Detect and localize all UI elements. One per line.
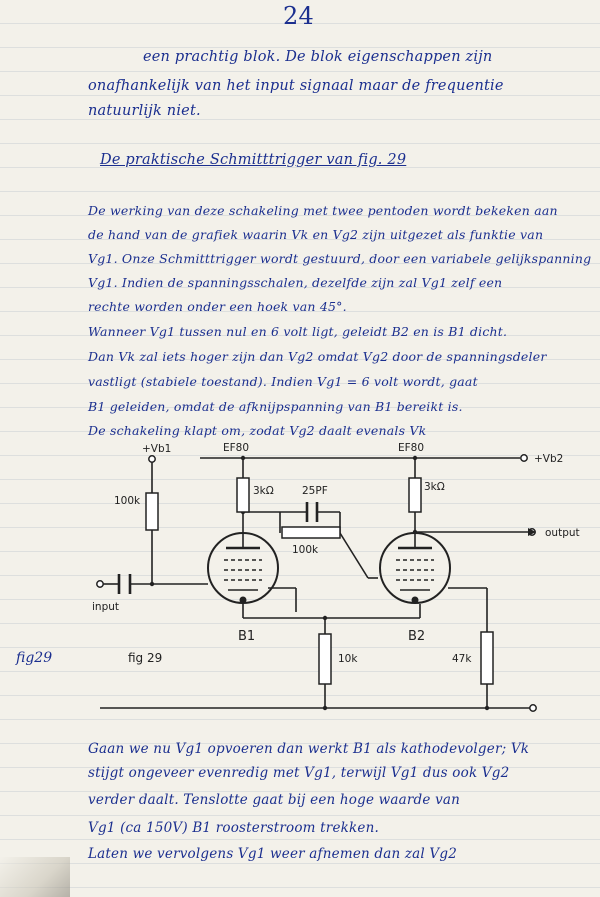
body-line-7: Dan Vk zal iets hoger zijn dan Vg2 omdat Vg2 door de spanningsdeler xyxy=(88,349,547,364)
capacitor-input xyxy=(119,574,130,594)
label-r-anode-right: 3kΩ xyxy=(424,481,445,493)
body-line-2: de hand van de grafiek waarin Vk en Vg2 zijn uitgezet als funktie van xyxy=(88,227,544,242)
resistor-anode-right xyxy=(409,478,421,512)
resistor-100k-bias xyxy=(146,493,158,530)
input-terminal xyxy=(97,581,103,587)
label-r-100k-bias: 100k xyxy=(114,495,141,507)
vb2-terminal xyxy=(521,455,527,461)
label-r-47k: 47k xyxy=(452,653,472,665)
body-line-4: Vg1. Indien de spanningsschalen, dezelfde zijn zal Vg1 zelf een xyxy=(88,275,503,290)
margin-figure-label: fig29 xyxy=(16,650,53,666)
body-line-3: Vg1. Onze Schmitttrigger wordt gestuurd, door een variabele gelijkspanning xyxy=(88,251,592,266)
label-input: input xyxy=(92,601,120,613)
resistor-anode-left xyxy=(237,478,249,512)
intro-line-3: natuurlijk niet. xyxy=(88,103,201,119)
tube-right xyxy=(380,532,450,603)
resistor-47k xyxy=(481,632,493,684)
tube-left xyxy=(208,532,278,603)
page-number: 24 xyxy=(283,2,314,30)
label-output: output xyxy=(545,527,580,539)
vb1-terminal xyxy=(149,456,155,462)
intro-line-1: een prachtig blok. De blok eigenschappen zijn xyxy=(143,49,493,65)
closing-line-3: verder daalt. Tenslotte gaat bij een hoge waarde van xyxy=(88,792,461,808)
resistor-10k-cathode xyxy=(319,634,331,684)
label-vb2: +Vb2 xyxy=(534,453,564,465)
body-line-5: rechte worden onder een hoek van 45°. xyxy=(88,299,347,314)
closing-line-5: Laten we vervolgens Vg1 weer afnemen dan zal Vg2 xyxy=(88,846,458,862)
closing-line-4: Vg1 (ca 150V) B1 roosterstroom trekken. xyxy=(88,820,379,836)
label-tube-right-type: EF80 xyxy=(398,442,425,454)
label-tube-b2: B2 xyxy=(408,629,426,644)
label-r-100k-coupling: 100k xyxy=(292,544,319,556)
body-line-10: De schakeling klapt om, zodat Vg2 daalt evenals Vk xyxy=(88,423,427,438)
closing-line-1: Gaan we nu Vg1 opvoeren dan werkt B1 als kathodevolger; Vk xyxy=(88,741,530,757)
capacitor-25pf xyxy=(307,502,317,522)
body-line-9: B1 geleiden, omdat de afknijpspanning van B1 bereikt is. xyxy=(88,399,463,414)
label-c-25pf: 25PF xyxy=(302,485,328,497)
body-line-1: De werking van deze schakeling met twee pentoden wordt bekeken aan xyxy=(88,203,558,218)
body-line-6: Wanneer Vg1 tussen nul en 6 volt ligt, geleidt B2 en is B1 dicht. xyxy=(88,324,508,339)
label-r-anode-left: 3kΩ xyxy=(253,485,274,497)
label-tube-b1: B1 xyxy=(238,629,256,644)
intro-line-2: onafhankelijk van het input signaal maar de frequentie xyxy=(88,78,504,94)
section-heading: De praktische Schmitttrigger van fig. 29 xyxy=(100,152,407,168)
resistor-100k-coupling xyxy=(282,527,340,538)
label-tube-left-type: EF80 xyxy=(223,442,250,454)
body-line-8: vastligt (stabiele toestand). Indien Vg1 = 6 volt wordt, gaat xyxy=(88,374,478,389)
label-r-10k: 10k xyxy=(338,653,358,665)
figure-caption: fig 29 xyxy=(128,651,163,665)
ground-terminal xyxy=(530,705,536,711)
closing-line-2: stijgt ongeveer evenredig met Vg1, terwijl Vg1 dus ook Vg2 xyxy=(88,765,510,781)
label-vb1: +Vb1 xyxy=(142,443,172,455)
